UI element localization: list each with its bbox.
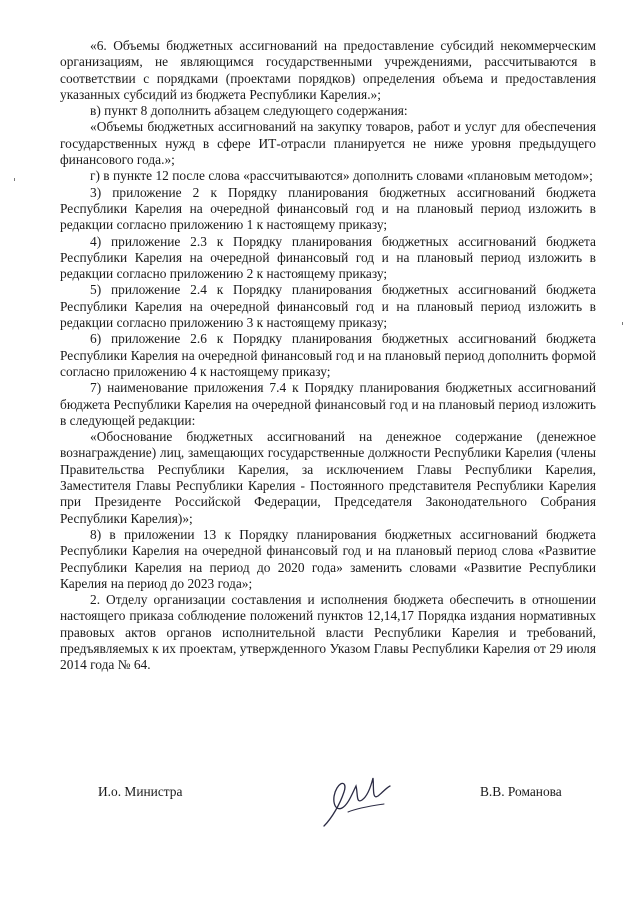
paragraph: 2. Отделу организации составления и исполнения бюджета обеспечить в отношении настоящего приказа соблюдение положений пунктов 12,14,17 Порядка издания нормативных правовых актов органов исполнительной власти Республики Карелия и требований, предъявляемых к их проектам, утвержденного Указом Главы Республики Карелия от 29 июля 2014 года № 64.	[60, 592, 596, 673]
scan-speck	[14, 178, 15, 181]
paragraph: 8) в приложении 13 к Порядку планирования бюджетных ассигнований бюджета Республики Карелия на очередной финансовый год и на плановый период слова «Развитие Республики Карелия на период до 2020 года» заменить словами «Развитие Республики Карелия на период до 2023 года»;	[60, 526, 596, 591]
document-body	[60, 38, 596, 674]
paragraph: 5) приложение 2.4 к Порядку планирования бюджетных ассигнований бюджета Республики Карелия на очередной финансовый год и на плановый период изложить в редакции согласно приложению 3 к настоящему приказу;	[60, 282, 596, 331]
paragraph: «Объемы бюджетных ассигнований на закупку товаров, работ и услуг для обеспечения государственных нужд в сфере ИТ-отрасли планируется не ниже уровня предыдущего финансового года.»;	[60, 119, 596, 168]
paragraph: «6. Объемы бюджетных ассигнований на предоставление субсидий некоммерческим организациям, не являющимся государственными учреждениями, рассчитываются в соответствии с порядками (проектами порядков) определения объема и предоставления указанных субсидий из бюджета Республики Карелия.»;	[60, 38, 596, 102]
scan-speck	[622, 322, 623, 325]
paragraph: 6) приложение 2.6 к Порядку планирования бюджетных ассигнований бюджета Республики Карелия на очередной финансовый год и на плановый период дополнить формой согласно приложению 4 к настоящему приказу;	[60, 331, 596, 379]
handwritten-signature	[318, 768, 398, 830]
paragraph: 7) наименование приложения 7.4 к Порядку планирования бюджетных ассигнований бюджета Республики Карелия на очередной финансовый год и на плановый период изложить в следующей редакции:	[60, 380, 596, 428]
paragraph: 4) приложение 2.3 к Порядку планирования бюджетных ассигнований бюджета Республики Карелия на очередной финансовый год и на плановый период изложить в редакции согласно приложению 2 к настоящему приказу;	[60, 233, 596, 282]
paragraph: 3) приложение 2 к Порядку планирования бюджетных ассигнований бюджета Республики Карелия на очередной финансовый год и на плановый период изложить в редакции согласно приложению 1 к настоящему приказу;	[60, 184, 596, 233]
paragraph: «Обоснование бюджетных ассигнований на денежное содержание (денежное вознаграждение) лиц, замещающих государственные должности Республики Карелия (члены Правительства Республики Карелия, за исключением Главы Республики Карелия, Заместителя Главы Республики Карелия - Постоянного представителя Республики Карелия при Президенте Российской Федерации, Председателя Законодательного Собрания Республики Карелия)»;	[60, 429, 596, 526]
paragraph: в) пункт 8 дополнить абзацем следующего содержания:	[90, 103, 408, 119]
signatory-name: В.В. Романова	[480, 784, 562, 799]
signatory-position: И.о. Министра	[98, 784, 183, 799]
paragraph: г) в пункте 12 после слова «рассчитываются» дополнить словами «плановым методом»;	[90, 168, 593, 184]
